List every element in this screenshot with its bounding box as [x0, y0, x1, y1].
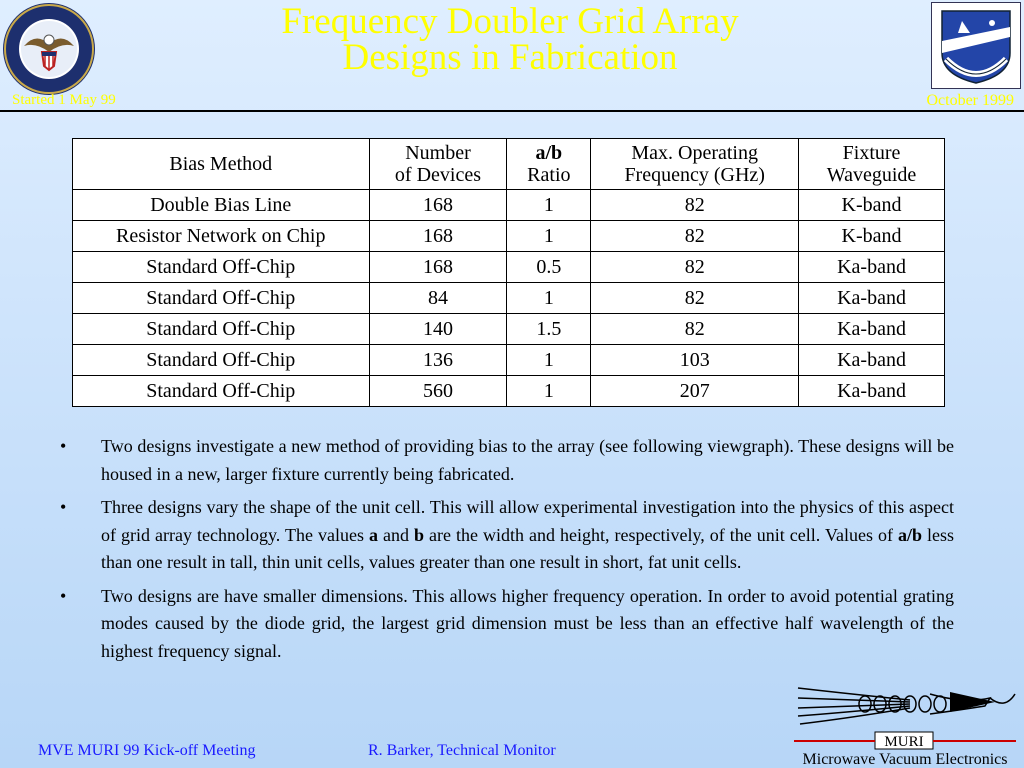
- cell-bias: Standard Off-Chip: [73, 283, 370, 314]
- started-date: Started 1 May 99: [12, 92, 116, 108]
- cell-ratio: 1: [507, 283, 591, 314]
- table-row: [73, 376, 945, 407]
- cell-fixture: Ka-band: [799, 345, 945, 376]
- cell-frequency: 82: [591, 221, 799, 252]
- cell-bias: Double Bias Line: [73, 190, 370, 221]
- designs-table: [72, 138, 945, 407]
- cell-frequency: 82: [591, 252, 799, 283]
- cell-ratio: 0.5: [507, 252, 591, 283]
- cell-ratio: 1: [507, 221, 591, 252]
- cell-frequency: 103: [591, 345, 799, 376]
- cell-ratio: 1: [507, 376, 591, 407]
- cell-devices: 84: [369, 283, 507, 314]
- cell-frequency: 82: [591, 314, 799, 345]
- bullet-text: Two designs investigate a new method of providing bias to the array (see following viewgraph). These designs will be housed in a new, larger fixture currently being fabricated.: [101, 436, 954, 484]
- bullet-text: Two designs are have smaller dimensions. This allows higher frequency operation. In order to avoid potential grating modes caused by the diode grid, the largest grid dimension must be less than an effective half wavelength of the highest frequency signal.: [101, 585, 954, 661]
- list-item: [60, 433, 954, 488]
- footer-meeting: MVE MURI 99 Kick-off Meeting: [38, 742, 256, 759]
- table-row: [73, 314, 945, 345]
- bullet-marker: •: [60, 497, 67, 517]
- cell-fixture: Ka-band: [799, 314, 945, 345]
- header-ab-ratio: a/b Ratio: [507, 139, 591, 190]
- slide-title: [150, 1, 870, 78]
- table-header-row: [73, 139, 945, 190]
- cell-devices: 136: [369, 345, 507, 376]
- cell-devices: 168: [369, 221, 507, 252]
- title-line-2: Designs in Fabrication: [342, 37, 678, 78]
- afosr-seal-logo: [931, 2, 1021, 89]
- cell-bias: Resistor Network on Chip: [73, 221, 370, 252]
- cell-fixture: Ka-band: [799, 252, 945, 283]
- header-max-frequency: Max. Operating Frequency (GHz): [591, 139, 799, 190]
- header-bias-method: Bias Method: [73, 139, 370, 190]
- cell-ratio: 1: [507, 345, 591, 376]
- bullet-marker: •: [60, 436, 67, 456]
- table-row: [73, 283, 945, 314]
- cell-fixture: K-band: [799, 190, 945, 221]
- cell-frequency: 207: [591, 376, 799, 407]
- cell-ratio: 1: [507, 190, 591, 221]
- cell-frequency: 82: [591, 190, 799, 221]
- list-item: [60, 494, 954, 577]
- header-fixture-waveguide: Fixture Waveguide: [799, 139, 945, 190]
- cell-fixture: K-band: [799, 221, 945, 252]
- table-row: [73, 345, 945, 376]
- header-divider: [0, 110, 1024, 112]
- header-number-of-devices: Number of Devices: [369, 139, 507, 190]
- table-row: [73, 221, 945, 252]
- footer-monitor: R. Barker, Technical Monitor: [368, 742, 556, 759]
- cell-devices: 560: [369, 376, 507, 407]
- list-item: [60, 583, 954, 666]
- table-row: [73, 252, 945, 283]
- muri-mve-logo: [790, 680, 1020, 768]
- cell-fixture: Ka-band: [799, 376, 945, 407]
- bullet-text: Three designs vary the shape of the unit cell. This will allow experimental investigation into the physics of this aspect of grid array technology. The values a and b are the width and height, respectively, of the unit cell. Values of a/b less than one result in tall, thin unit cells, values greater than one result in short, fat unit cells.: [101, 497, 955, 572]
- muri-label: MURI: [884, 734, 924, 750]
- cell-ratio: 1.5: [507, 314, 591, 345]
- cell-fixture: Ka-band: [799, 283, 945, 314]
- cell-bias: Standard Off-Chip: [73, 376, 370, 407]
- bullet-marker: •: [60, 585, 67, 606]
- title-line-1: Frequency Doubler Grid Array: [281, 1, 739, 42]
- cell-bias: Standard Off-Chip: [73, 252, 370, 283]
- dod-seal-logo: [2, 2, 96, 96]
- bullet-list: [60, 433, 954, 671]
- cell-devices: 168: [369, 190, 507, 221]
- slide-date: October 1999: [926, 92, 1014, 109]
- cell-bias: Standard Off-Chip: [73, 345, 370, 376]
- mve-label: Microwave Vacuum Electronics: [802, 751, 1008, 768]
- cell-devices: 140: [369, 314, 507, 345]
- table-row: [73, 190, 945, 221]
- cell-frequency: 82: [591, 283, 799, 314]
- cell-devices: 168: [369, 252, 507, 283]
- cell-bias: Standard Off-Chip: [73, 314, 370, 345]
